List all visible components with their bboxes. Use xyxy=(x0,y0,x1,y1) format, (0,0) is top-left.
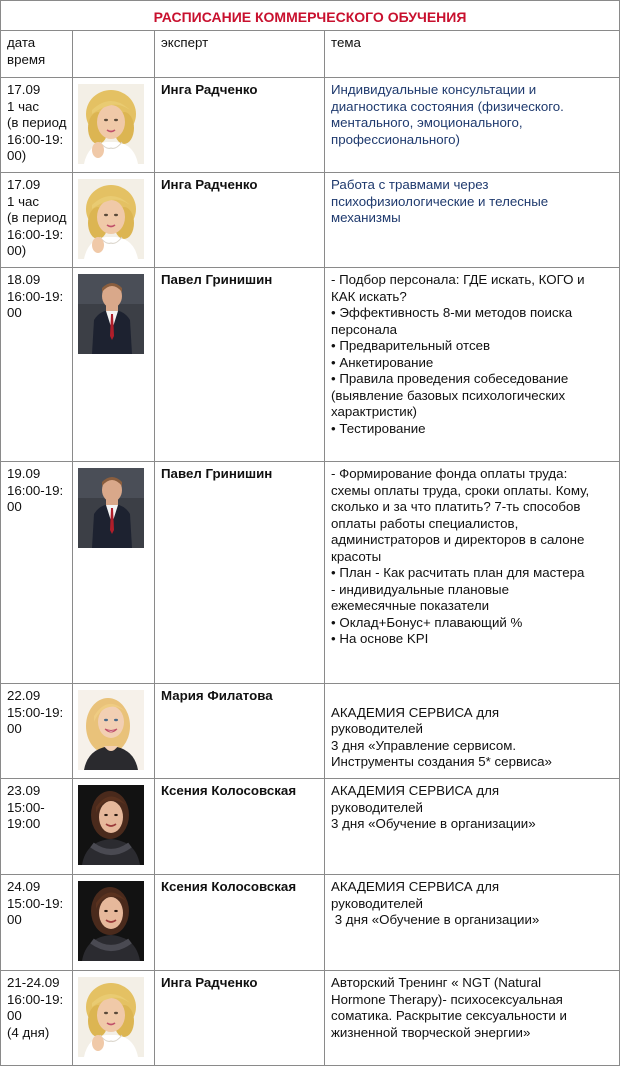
topic-line: Индивидуальные консультации и xyxy=(331,82,537,97)
schedule-title: РАСПИСАНИЕ КОММЕРЧЕСКОГО ОБУЧЕНИЯ xyxy=(1,1,620,31)
date-line: 18.09 xyxy=(7,272,41,287)
date-line: 00 xyxy=(7,1008,22,1023)
topic-cell xyxy=(325,875,620,971)
topic-line: (выявление базовых психологических xyxy=(331,387,566,403)
photo-cell xyxy=(73,779,155,875)
topic-line: механизмы xyxy=(331,210,401,225)
date-line: 00 xyxy=(7,499,22,514)
topic-line: персонала xyxy=(331,321,398,337)
topic-line xyxy=(331,688,614,705)
photo-cell xyxy=(73,875,155,971)
topic-line: АКАДЕМИЯ СЕРВИСА для xyxy=(331,879,500,894)
blonde-woman-portrait xyxy=(78,84,144,164)
photo-cell xyxy=(73,462,155,684)
topic-line: Авторский Тренинг « NGT (Natural xyxy=(331,975,542,990)
table-row xyxy=(1,684,620,779)
date-line: 00 xyxy=(7,912,22,927)
topic-cell xyxy=(325,78,620,173)
topic-line: • Тестирование xyxy=(331,420,426,436)
date-line: 17.09 xyxy=(7,82,41,97)
title-row xyxy=(1,1,620,31)
date-line: 16:00-19: xyxy=(7,991,64,1007)
topic-line: - Формирование фонда оплаты труда: xyxy=(331,466,568,481)
topic-cell xyxy=(325,779,620,875)
topic-line: КАК искать? xyxy=(331,288,407,304)
topic-line: сколько и за что платить? 7-ть способов xyxy=(331,499,581,514)
topic-line: ежемесячные показатели xyxy=(331,598,490,613)
header-expert: эксперт xyxy=(155,31,325,78)
date-line: 21-24.09 xyxy=(7,975,60,990)
topic-line: АКАДЕМИЯ СЕРВИСА для xyxy=(331,783,500,798)
header-time-label: время xyxy=(7,51,46,67)
date-line: 23.09 xyxy=(7,783,41,798)
man-in-suit-portrait xyxy=(78,274,144,354)
date-line: 16:00-19: xyxy=(7,288,64,304)
date-line: 19.09 xyxy=(7,466,41,481)
date-cell xyxy=(1,779,73,875)
expert-name: Мария Филатова xyxy=(155,684,325,779)
topic-line: • Эффективность 8-ми методов поиска xyxy=(331,305,573,320)
table-row xyxy=(1,462,620,684)
header-date-label: дата xyxy=(7,35,36,50)
table-row xyxy=(1,173,620,268)
topic-line: схемы оплаты труда, сроки оплаты. Кому, xyxy=(331,482,590,498)
topic-line: - индивидуальные плановые xyxy=(331,581,510,597)
topic-cell xyxy=(325,173,620,268)
topic-line: жизненной творческой энергии» xyxy=(331,1024,531,1040)
topic-line: • Правила проведения собеседование xyxy=(331,371,569,386)
topic-line: • Оклад+Бонус+ плавающий % xyxy=(331,614,523,630)
date-cell xyxy=(1,971,73,1066)
topic-line: АКАДЕМИЯ СЕРВИСА для xyxy=(331,704,500,720)
topic-cell xyxy=(325,462,620,684)
date-cell xyxy=(1,78,73,173)
date-line: 15:00- xyxy=(7,799,45,815)
date-cell xyxy=(1,684,73,779)
date-line: (4 дня) xyxy=(7,1024,50,1040)
photo-cell xyxy=(73,268,155,462)
date-line: 15:00-19: xyxy=(7,895,64,911)
topic-line: психофизиологические и телесные xyxy=(331,193,549,209)
topic-line: • Анкетирование xyxy=(331,354,434,370)
topic-line: красоты xyxy=(331,548,382,564)
expert-name: Инга Радченко xyxy=(155,173,325,268)
topic-line: • Предварительный отсев xyxy=(331,338,491,353)
header-topic: тема xyxy=(325,31,620,78)
topic-line: характристик) xyxy=(331,404,417,419)
date-line: 1 час xyxy=(7,98,40,114)
date-line: 16:00-19: xyxy=(7,131,64,147)
topic-cell xyxy=(325,268,620,462)
table-row xyxy=(1,971,620,1066)
topic-line: профессионального) xyxy=(331,131,460,147)
photo-cell xyxy=(73,684,155,779)
topic-line: Hormone Therapy)- психосексуальная xyxy=(331,991,563,1007)
date-line: 19:00 xyxy=(7,816,41,831)
topic-line: Работа с травмами через xyxy=(331,177,489,192)
date-cell xyxy=(1,462,73,684)
topic-line: 3 дня «Обучение в организации» xyxy=(331,816,536,831)
date-line: 16:00-19: xyxy=(7,482,64,498)
smiling-blonde-woman-portrait xyxy=(78,690,144,770)
topic-line: Инструменты создания 5* сервиса» xyxy=(331,754,552,769)
date-line: 15:00-19: xyxy=(7,704,64,720)
date-cell xyxy=(1,173,73,268)
photo-cell xyxy=(73,173,155,268)
photo-cell xyxy=(73,971,155,1066)
table-row xyxy=(1,875,620,971)
date-line: 17.09 xyxy=(7,177,41,192)
topic-line: руководителей xyxy=(331,799,423,815)
topic-line: ментального, эмоционального, xyxy=(331,115,523,130)
header-row xyxy=(1,31,620,78)
date-line: 00 xyxy=(7,305,22,320)
topic-line: 3 дня «Управление сервисом. xyxy=(331,737,517,753)
expert-name: Инга Радченко xyxy=(155,78,325,173)
table-row xyxy=(1,78,620,173)
topic-line: диагностика состояния (физического. xyxy=(331,98,564,114)
date-line: 00) xyxy=(7,243,27,258)
blonde-woman-portrait xyxy=(78,977,144,1057)
header-photo xyxy=(73,31,155,78)
dark-haired-woman-portrait xyxy=(78,881,144,961)
blonde-woman-portrait xyxy=(78,179,144,259)
topic-line: оплаты работы специалистов, xyxy=(331,515,519,531)
topic-line: • План - Как расчитать план для мастера xyxy=(331,565,585,580)
topic-line: соматика. Раскрытие сексуальности и xyxy=(331,1008,567,1023)
date-line: 1 час xyxy=(7,193,40,209)
date-line: (в период xyxy=(7,115,67,130)
man-in-suit-portrait xyxy=(78,468,144,548)
expert-name: Ксения Колосовская xyxy=(155,779,325,875)
date-line: 00 xyxy=(7,721,22,736)
date-line: (в период xyxy=(7,210,67,225)
expert-name: Павел Гринишин xyxy=(155,268,325,462)
topic-line: руководителей xyxy=(331,721,423,736)
table-row xyxy=(1,779,620,875)
topic-cell xyxy=(325,971,620,1066)
date-line: 24.09 xyxy=(7,879,41,894)
photo-cell xyxy=(73,78,155,173)
topic-line: администраторов и директоров в салоне xyxy=(331,532,585,547)
header-date xyxy=(1,31,73,78)
topic-line: - Подбор персонала: ГДЕ искать, КОГО и xyxy=(331,272,585,287)
topic-line: • На основе KPI xyxy=(331,631,429,646)
date-line: 16:00-19: xyxy=(7,226,64,242)
topic-line: руководителей xyxy=(331,895,423,911)
table-row xyxy=(1,268,620,462)
topic-line: 3 дня «Обучение в организации» xyxy=(331,912,540,927)
dark-haired-woman-portrait xyxy=(78,785,144,865)
expert-name: Инга Радченко xyxy=(155,971,325,1066)
date-cell xyxy=(1,875,73,971)
topic-cell xyxy=(325,684,620,779)
date-line: 22.09 xyxy=(7,688,41,703)
expert-name: Павел Гринишин xyxy=(155,462,325,684)
expert-name: Ксения Колосовская xyxy=(155,875,325,971)
date-cell xyxy=(1,268,73,462)
date-line: 00) xyxy=(7,148,27,163)
